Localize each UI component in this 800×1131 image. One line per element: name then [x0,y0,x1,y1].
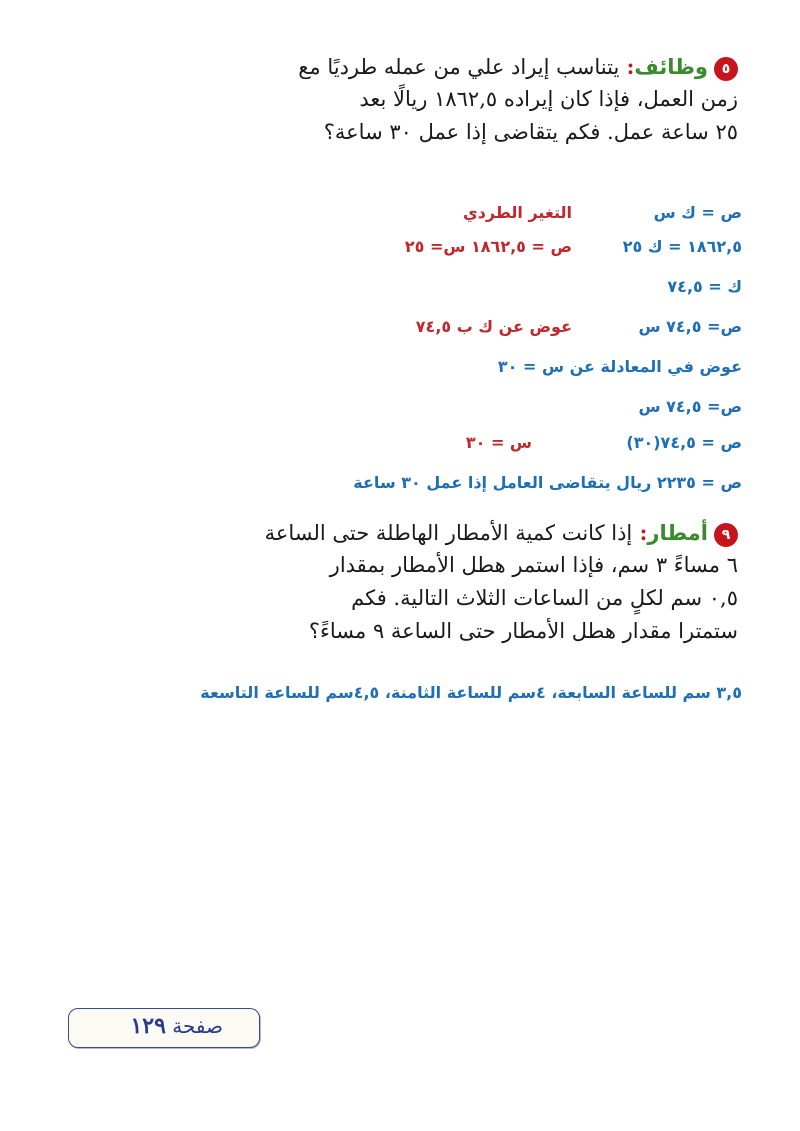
solution-note: س = ٣٠ [465,433,532,452]
problem-number-badge: ٩ [714,523,738,547]
problem-5-line-1 [48,50,738,83]
solution-line [42,428,742,458]
keyword-colon: : [632,520,648,545]
problem-9-line-2: ٦ مساءً ٣ سم، فإذا استمر هطل الأمطار بمقدار [329,553,738,577]
problem-9-line-1 [48,516,738,549]
problem-5-line-2: زمن العمل، فإذا كان إيراده ١٨٦٢,٥ ريالًا بعد [359,87,738,111]
solution-equation: ص= ٧٤,٥ س [638,397,742,416]
solution-line [42,198,742,228]
page-label [130,1013,223,1039]
solution-note: التغير الطردي [462,203,572,222]
problem-9 [48,516,738,648]
solution-note: ص = ١٨٦٢,٥ س= ٢٥ [404,237,572,256]
problem-9-line-4: ستمترا مقدار هطل الأمطار حتى الساعة ٩ مساءً؟ [308,619,738,643]
solution-equation: ص = ٧٤,٥(٣٠) [626,433,742,452]
solution-equation: ١٨٦٢,٥ = ك ٢٥ [622,237,742,256]
solution-equation: ص = ك س [653,203,742,222]
problem-text: يتناسب إيراد علي من عمله طرديًا مع [298,55,620,79]
page-number-box [68,1008,260,1048]
solution-line [42,312,742,342]
problem-keyword: وظائف [634,55,708,79]
solution-equation: عوض في المعادلة عن س = ٣٠ [497,357,742,376]
solution-equation: ص= ٧٤,٥ س [638,317,742,336]
problem-number-badge: ٥ [714,57,738,81]
solution-line [42,272,742,302]
solution-equation: ك = ٧٤,٥ [667,277,742,296]
solution-line [42,392,742,422]
solution-line [42,232,742,262]
problem-9-line-3: ٠,٥ سم لكلٍ من الساعات الثلاث التالية. فكم [351,586,738,610]
page-label-text: صفحة [172,1014,223,1038]
problem-5-line-3: ٢٥ ساعة عمل. فكم يتقاضى إذا عمل ٣٠ ساعة؟ [323,120,738,144]
keyword-colon: : [619,54,635,79]
problem-5 [48,50,738,149]
problem-text: إذا كانت كمية الأمطار الهاطلة حتى الساعة [264,521,633,545]
solution-line [42,352,742,382]
solution-answer-text: ص = ٢٢٣٥ ريال يتقاضى العامل إذا عمل ٣٠ ساعة [353,473,742,492]
problem-keyword: أمطار [647,521,708,545]
solution-answer [42,468,742,498]
solution-9-answer: ٣,٥ سم للساعة السابعة، ٤سم للساعة الثامنة، ٤,٥سم للساعة التاسعة [200,683,742,702]
solution-note: عوض عن ك ب ٧٤,٥ [415,317,572,336]
page-number: ١٢٩ [130,1013,166,1039]
